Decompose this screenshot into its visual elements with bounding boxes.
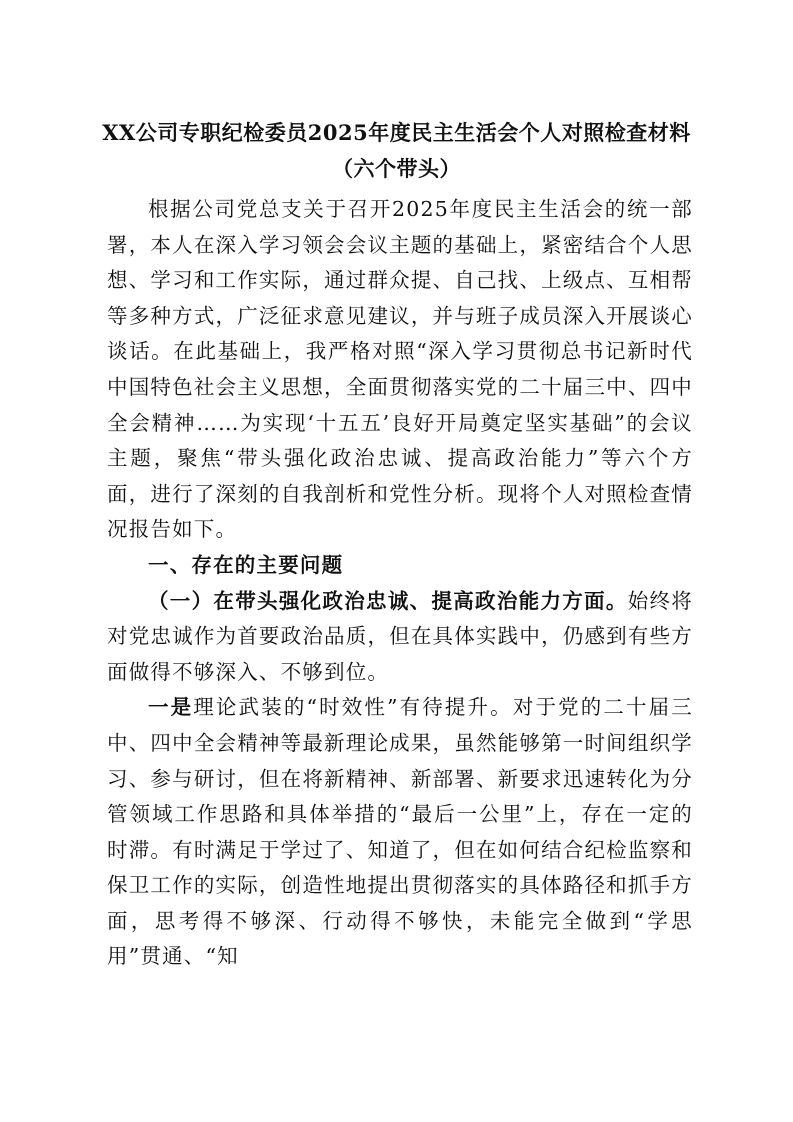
document-subtitle: （六个带头） (332, 156, 461, 181)
subsection-heading: （一）在带头强化政治忠诚、提高政治能力方面。 (148, 588, 628, 613)
point-paragraph (107, 690, 693, 975)
document-body (107, 192, 693, 975)
intro-paragraph: 根据公司党总支关于召开2025年度民主生活会的统一部署，本人在深入学习领会会议主题的基础上，紧密结合个人思想、学习和工作实际，通过群众提、自己找、上级点、互相帮等多种方式，广泛征求意见建议，并与班子成员深入开展谈心谈话。在此基础上，我严格对照“深入学习贯彻总书记新时代中国特色社会主义思想，全面贯彻落实党的二十届三中、四中全会精神……为实现‘十五五’良好开局奠定坚实基础”的会议主题，聚焦“带头强化政治忠诚、提高政治能力”等六个方面，进行了深刻的自我剖析和党性分析。现将个人对照检查情况报告如下。 (107, 197, 693, 542)
document-title: XX公司专职纪检委员2025年度民主生活会个人对照检查材料 (102, 120, 691, 145)
section-heading: 一、存在的主要问题 (148, 552, 344, 577)
subsection-paragraph (107, 584, 693, 691)
subsection-text: 始终将对党忠诚作为首要政治品质，但在具体实践中，仍感到有些方面做得不够深入、不够到位。 (107, 588, 693, 684)
point-text: 理论武装的“时效性”有待提升。对于党的二十届三中、四中全会精神等最新理论成果，虽然能够第一时间组织学习、参与研讨，但在将新精神、新部署、新要求迅速转化为分管领域工作思路和具体举措的“最后一公里”上，存在一定的时滞。有时满足于学过了、知道了，但在如何结合纪检监察和保卫工作的实际，创造性地提出贯彻落实的具体路径和抓手方面，思考得不够深、行动得不够快，未能完全做到“学思用”贯通、“知 (107, 695, 693, 969)
point-lead: 一是 (148, 695, 194, 720)
